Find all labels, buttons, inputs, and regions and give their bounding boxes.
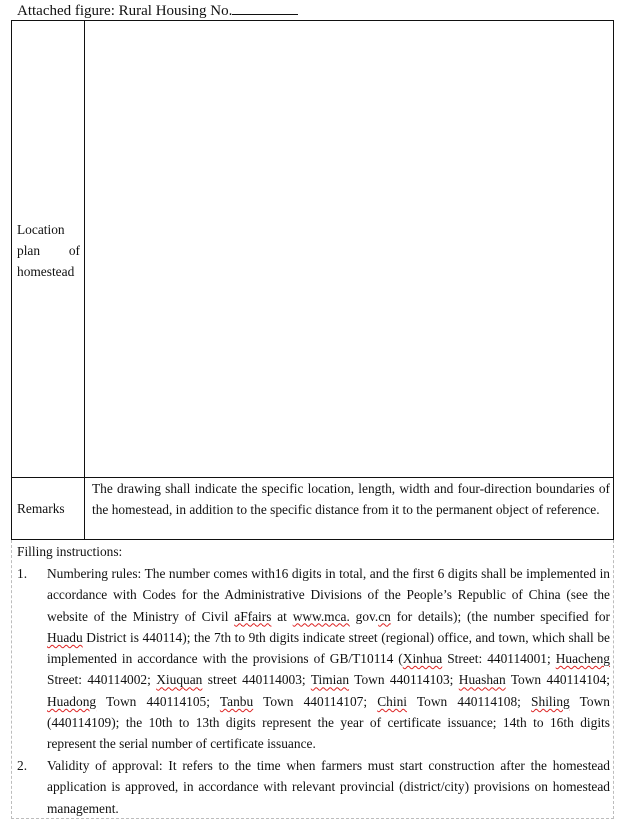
text-segment: Street: 440114001; [442,651,556,667]
location-plan-label [17,219,80,282]
spellcheck-word: Xinhua [402,651,443,667]
item-body: Validity of approval: It refers to the time when farmers must start construction after the homestead application is approved, in accordance with relevant provincial (district/city) provisions on homestead management. [47,758,610,816]
spellcheck-word: Shiling [531,693,570,709]
spellcheck-word: Timian [310,672,350,688]
text-segment: Town (440114109); the 10th to 13th digits represent the year of certificate issuance; 14th to 16th digits represent the serial number of certificate issuance. [47,693,610,752]
spellcheck-word: Huadong [47,693,97,709]
text-segment: Town 440114108; [407,693,532,709]
text-segment: Town 440114104; [505,672,611,688]
location-label-line: plan of [17,243,80,258]
text-segment: Town 440114107; [253,693,378,709]
item-number: 1. [17,566,28,581]
spellcheck-word: aFfairs [234,608,272,624]
spellcheck-word: Huacheng [555,651,611,667]
spellcheck-word: Xiuquan [156,672,203,688]
form-title [17,1,298,20]
text-segment: Town 440114105; [96,693,220,709]
text-segment: gov. [349,608,379,624]
spellcheck-word: Huashan [458,672,506,688]
housing-number-blank[interactable] [232,1,298,15]
filling-instructions [11,540,614,819]
remarks-text: The drawing shall indicate the specific location, length, width and four-direction boundaries of the homestead, in addition to the specific distance from it to the permanent object of reference. [92,481,610,517]
spellcheck-word: Tanbu [219,693,254,709]
text-segment: Numbering rules: The number comes with16 digits in total, and the first 6 digits shall be implemented in accordance with Codes for the Administrative Divisions of the People’s Republic of China (see the website of the Ministry of Civil [47,566,610,624]
text-segment: for details); (the number specified for [390,608,610,624]
text-segment: at [271,608,293,624]
instruction-item-1 [17,563,610,755]
instructions-heading: Filling instructions: [17,544,123,559]
spellcheck-word: Chini [377,693,407,709]
homestead-table [11,20,614,540]
instruction-item-2 [17,755,610,819]
text-segment: Street: 440114002; [47,672,157,688]
form-title-text: Attached figure: Rural Housing No. [17,3,233,19]
item-body [47,563,610,755]
spellcheck-word: cn [378,608,391,624]
text-segment: District is 440114); the 7th to 9th digits indicate street (regional) office, and town, which shall be implemented in accordance with the provisions of GB/T10114 ( [47,629,610,667]
text-segment: Town 440114103; [349,672,459,688]
spellcheck-word: www.mca. [292,608,350,624]
spellcheck-word: Huadu [47,629,83,645]
location-plan-drawing-area[interactable] [85,21,613,477]
item-number: 2. [17,758,28,773]
text-segment: street 440114003; [202,672,311,688]
location-label-line: Location [17,222,65,237]
remarks-label: Remarks [17,501,65,516]
location-label-line: homestead [17,264,75,279]
